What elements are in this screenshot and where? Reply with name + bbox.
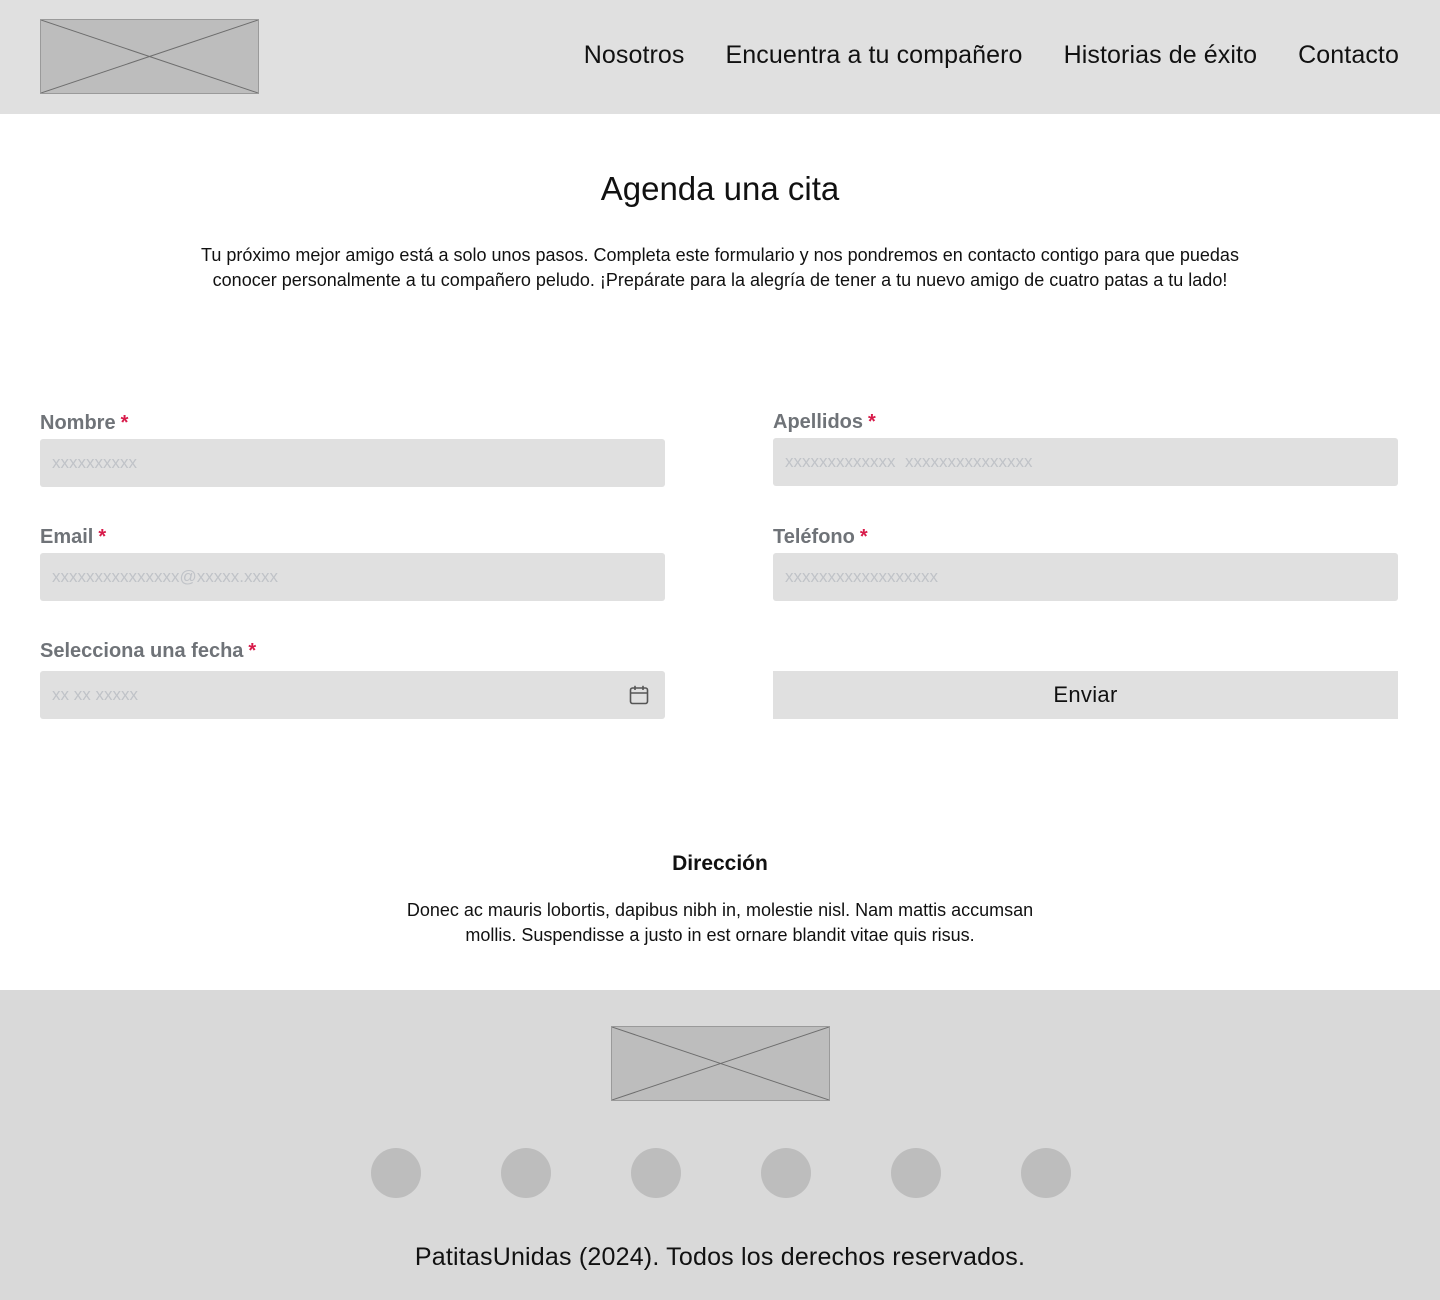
nombre-input[interactable] — [40, 439, 665, 487]
main-nav — [584, 41, 1399, 70]
fecha-label-text: Selecciona una fecha — [40, 640, 244, 662]
nav-link-encuentra[interactable]: Encuentra a tu compañero — [725, 41, 1023, 69]
required-mark: * — [248, 640, 257, 662]
required-mark: * — [859, 526, 868, 548]
telefono-label — [773, 526, 868, 549]
social-icon-1[interactable] — [371, 1148, 421, 1198]
nav-link-contacto[interactable]: Contacto — [1298, 41, 1399, 69]
site-header — [0, 0, 1440, 114]
nav-link-nosotros[interactable]: Nosotros — [583, 41, 685, 69]
site-footer — [0, 990, 1440, 1300]
nombre-label — [40, 412, 128, 435]
page-title: Agenda una cita — [600, 170, 840, 207]
apellidos-label — [773, 411, 876, 434]
social-links — [371, 1148, 1071, 1198]
email-input[interactable] — [40, 553, 665, 601]
social-icon-3[interactable] — [631, 1148, 681, 1198]
calendar-icon[interactable] — [628, 684, 650, 706]
telefono-label-text: Teléfono — [773, 526, 855, 548]
apellidos-label-text: Apellidos — [773, 411, 864, 433]
date-picker — [40, 671, 665, 719]
copyright-text: PatitasUnidas (2024). Todos los derechos reservados. — [414, 1243, 1026, 1271]
intro-text: Tu próximo mejor amigo está a solo unos pasos. Completa este formulario y nos pondremos en contacto contigo para que puedas conocer personalmente a tu compañero peludo. ¡Prepárate para la alegría de tener a tu nuevo amigo de cuatro patas a tu lado! — [201, 245, 1239, 290]
required-mark: * — [98, 526, 107, 548]
required-mark: * — [120, 412, 129, 434]
address-title: Dirección — [672, 852, 768, 875]
social-icon-6[interactable] — [1021, 1148, 1071, 1198]
logo-placeholder-icon[interactable] — [40, 19, 259, 94]
nav-link-historias[interactable]: Historias de éxito — [1063, 41, 1258, 69]
email-label — [40, 526, 106, 549]
apellidos-input[interactable] — [773, 438, 1398, 486]
social-icon-4[interactable] — [761, 1148, 811, 1198]
nombre-label-text: Nombre — [40, 412, 116, 434]
enviar-button[interactable]: Enviar — [773, 671, 1398, 719]
fecha-input[interactable] — [40, 671, 665, 719]
address-text: Donec ac mauris lobortis, dapibus nibh in, molestie nisl. Nam mattis accumsan mollis. Suspendisse a justo in est ornare blandit vitae quis risus. — [406, 900, 1034, 945]
telefono-input[interactable] — [773, 553, 1398, 601]
footer-logo-placeholder-icon[interactable] — [611, 1026, 830, 1101]
social-icon-5[interactable] — [891, 1148, 941, 1198]
required-mark: * — [868, 411, 876, 433]
social-icon-2[interactable] — [501, 1148, 551, 1198]
fecha-label — [40, 640, 256, 663]
email-label-text: Email — [40, 526, 94, 548]
